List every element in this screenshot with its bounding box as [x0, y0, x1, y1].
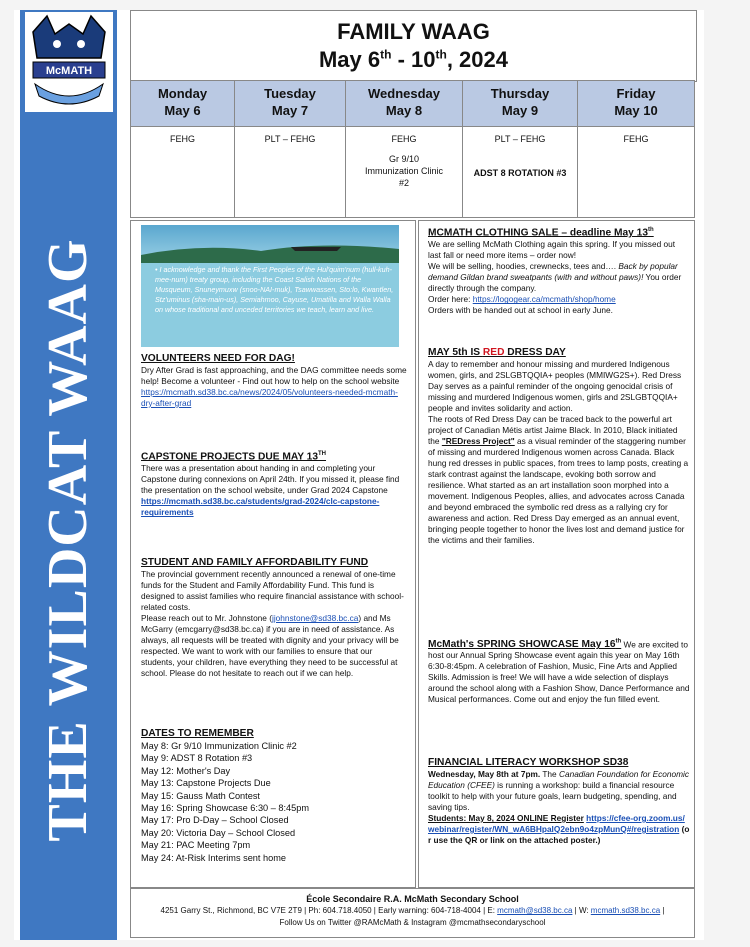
dates-list — [141, 740, 407, 864]
volunteers-title: VOLUNTEERS NEED FOR DAG! — [141, 353, 295, 364]
volunteers-section — [141, 353, 407, 409]
clothing-sale-section — [428, 225, 690, 316]
volunteers-body: Dry After Grad is fast approaching, and the DAG committee needs some help! Become a volunteer - Find out how to help on the school website — [141, 365, 407, 386]
vertical-title: THE WILDCAT WAAG — [37, 238, 99, 842]
date-range: May 6th - 10th, 2024 — [318, 47, 508, 72]
header-box — [130, 10, 697, 82]
affordability-fund-section — [141, 557, 407, 679]
footer — [130, 888, 695, 938]
school-email-link[interactable]: mcmath@sd38.bc.ca — [497, 906, 573, 915]
wildcat-logo — [25, 12, 113, 112]
fund-title: STUDENT AND FAMILY AFFORDABILITY FUND — [141, 557, 369, 568]
list-item: May 21: PAC Meeting 7pm — [141, 840, 251, 851]
right-column — [418, 220, 695, 888]
red-dress-section — [428, 347, 690, 546]
canoe-landscape-icon — [141, 233, 399, 263]
list-item: May 12: Mother's Day — [141, 765, 231, 776]
list-item: May 13: Capstone Projects Due — [141, 778, 271, 789]
red-dress-history: The roots of Red Dress Day can be traced back to the powerful art project of Canadian Métis artist Jaime Black. In 2010, Black initiated the "REDress Project" as a visual reminder of the staggering number of missing and murdered Indigenous women across Canada. Black hung red dresses in public spaces, from trees to lamp posts, creating a stark contrast against the landscape, evoking both sorrow and resilience. What started as an art installation soon morphed into a movement. Indigenous Peoples, allies, and advocates across Canada and beyond embraced the symbolic red dress as a rallying cry for awareness and action. Red Dress Day emerged as an annual event, bringing people together to honor the lives lost and demand justice for the victims and their families. — [428, 414, 689, 545]
day-date: May 7 — [271, 103, 309, 118]
dates-title: DATES TO REMEMBER — [141, 728, 254, 739]
clothing-title: MCMATH CLOTHING SALE – deadline May 13th — [428, 227, 654, 239]
day-date: May 9 — [501, 103, 539, 118]
day-date: May 6 — [164, 103, 201, 118]
list-item: May 17: Pro D-Day – School Closed — [141, 815, 289, 826]
spring-showcase-section — [428, 637, 690, 705]
day-column-friday — [578, 81, 694, 217]
clothing-order-link[interactable]: https://logogear.ca/mcmath/shop/home — [472, 294, 616, 305]
schedule-item: PLT – FEHG — [494, 134, 546, 144]
schedule-item: Gr 9/10 Immunization Clinic #2 — [364, 154, 444, 188]
fund-contact: Please reach out to Mr. Johnstone (jjohnstone@sd38.bc.ca) and Ms McGarry (emcgarry@sd38.bc.ca) if you are in need of assistance. As always, all requests will be treated with dignity and your privacy will be respected. We want to work with our families to ensure that our students, your children, have everything they need to be successful at school. Please do not hesitate to reach out if we can help. — [141, 613, 399, 678]
red-dress-body: A day to remember and honour missing and murdered Indigenous women, girls, and 2SLGBTQQIA+ peoples (MMIWG2S+). Red Dress Day serves as a painful reminder of the ongoing genocidal crisis of missing and murdered Indigenous women, girls and 2SLGBTQQIA+ people and invites solidarity and action. — [428, 359, 682, 413]
acknowledgement-image — [141, 225, 399, 347]
capstone-body: There was a presentation about handing in and completing your Capstone during connexions on April 24th. If you missed it, please find the presentation on the school website, under Grad 2024 Capstone — [141, 463, 400, 496]
schedule-item: ADST 8 ROTATION #3 — [473, 168, 567, 178]
clothing-pickup: Orders with be handed out at school in early June. — [428, 305, 613, 316]
day-date: May 10 — [614, 103, 658, 118]
day-name: Wednesday — [367, 86, 440, 101]
list-item: May 16: Spring Showcase 6:30 – 8:45pm — [141, 803, 310, 814]
day-name: Tuesday — [264, 86, 316, 101]
left-column — [130, 220, 416, 888]
showcase-text: McMath's SPRING SHOWCASE May 16th We are excited to host our Annual Spring Showcase event again this year on May 16th 6:30-8:45pm. A celebration of Fashion, Music, Fine Arts and Applied Skills. Admission is free! We will have a wide selection of displays around the school along with a Fashion Show, Dance Performance and Musical performances. Come out and enjoy the fun filled event. — [428, 639, 690, 705]
logo-text: McMATH — [45, 65, 93, 77]
schedule-item: FEHG — [169, 134, 195, 144]
schedule-item: PLT – FEHG — [264, 134, 316, 144]
day-column-tuesday — [235, 81, 346, 217]
day-name: Thursday — [490, 86, 550, 101]
capstone-link[interactable]: https://mcmath.sd38.bc.ca/students/grad-2024/clc-capstone-requirements — [141, 496, 380, 518]
list-item: May 24: At-Risk Interims sent home — [141, 852, 287, 863]
day-column-thursday — [463, 81, 578, 217]
wildcat-logo-icon — [25, 12, 113, 112]
clothing-items: We will be selling, hoodies, crewnecks, tees and…. Back by popular demand Gildan brand sweatpants (with and without paws)! You order directly through the company. — [428, 261, 682, 294]
showcase-title: McMath's SPRING SHOWCASE May 16th — [428, 639, 622, 651]
schedule-item: FEHG — [391, 134, 417, 144]
capstone-section — [141, 449, 407, 518]
finlit-title: FINANCIAL LITERACY WORKSHOP SD38 — [428, 757, 629, 768]
finlit-register-link[interactable]: https://cfee-org.zoom.us/webinar/register/WN_wA6BHpalQ2ebn9o4zpMunQ#/registration — [428, 813, 685, 834]
list-item: May 15: Gauss Math Contest — [141, 790, 260, 801]
fund-body: The provincial government recently announced a renewal of one-time funds for the Student and Family Affordability Fund. This fund is designed to assist families who require financial assistance with school-related costs. — [141, 569, 404, 612]
day-column-wednesday — [346, 81, 463, 217]
contact-line: 4251 Garry St., Richmond, BC V7E 2T9 | Ph: 604.718.4050 | Early warning: 604-718-4004 | E: mcmath@sd38.bc.ca | W: mcmath.sd38.bc.ca | — [160, 906, 665, 915]
social-line: Follow Us on Twitter @RAMcMath & Instagram @mcmathsecondaryschool — [279, 918, 546, 927]
johnstone-email-link[interactable]: jjohnstone@sd38.bc.ca — [271, 613, 359, 623]
list-item: May 20: Victoria Day – School Closed — [141, 827, 296, 838]
volunteers-link[interactable]: https://mcmath.sd38.bc.ca/news/2024/05/volunteers-needed-mcmath-dry-after-grad — [141, 387, 398, 408]
list-item: May 9: ADST 8 Rotation #3 — [141, 753, 253, 764]
finlit-register: Students: May 8, 2024 ONLINE Register https://cfee-org.zoom.us/webinar/register/WN_wA6BHpalQ2ebn9o4zpMunQ#/registration (or use the QR or link on the attached poster.) — [428, 813, 690, 845]
day-name: Friday — [616, 86, 656, 101]
red-dress-title: MAY 5th IS RED DRESS DAY — [428, 347, 566, 358]
page-title: FAMILY WAAG — [337, 19, 490, 44]
school-name: École Secondaire R.A. McMath Secondary School — [306, 894, 519, 904]
day-date: May 8 — [385, 103, 423, 118]
acknowledgement-text: • I acknowledge and thank the First Peoples of the Hul'quim'num (hull-kuh-mee-num) treaty group, including the Coast Salish Nations of the Musqueum, Snuneymuxw (snoo-NAI-muk), Tsawwassen, Sto:lo, Kwantlen, Stz'uminus (sha-main-us), Semiahmoo, Cayuse, Umatilla and Walla Walla on whose traditional and unceded territories we teach, learn and live. — [155, 265, 394, 314]
clothing-body: We are selling McMath Clothing again this spring. If you missed out last fall or need more items – order now! — [428, 239, 676, 261]
list-item: May 8: Gr 9/10 Immunization Clinic #2 — [141, 741, 297, 751]
day-column-monday — [131, 81, 235, 217]
capstone-title: CAPSTONE PROJECTS DUE MAY 13TH — [141, 451, 327, 463]
financial-literacy-section — [428, 757, 690, 846]
week-schedule-table — [130, 80, 695, 218]
schedule-item: FEHG — [623, 134, 649, 144]
dates-section — [141, 728, 407, 864]
clothing-order: Order here: https://logogear.ca/mcmath/shop/home — [428, 294, 616, 305]
day-name: Monday — [157, 86, 208, 101]
school-website-link[interactable]: mcmath.sd38.bc.ca — [590, 906, 661, 915]
finlit-body: Wednesday, May 8th at 7pm. The Canadian Foundation for Economic Education (CFEE) is running a workshop: build a financial resource toolkit to help with your future goals, learn budgeting, spending, and saving tips. — [428, 769, 690, 812]
